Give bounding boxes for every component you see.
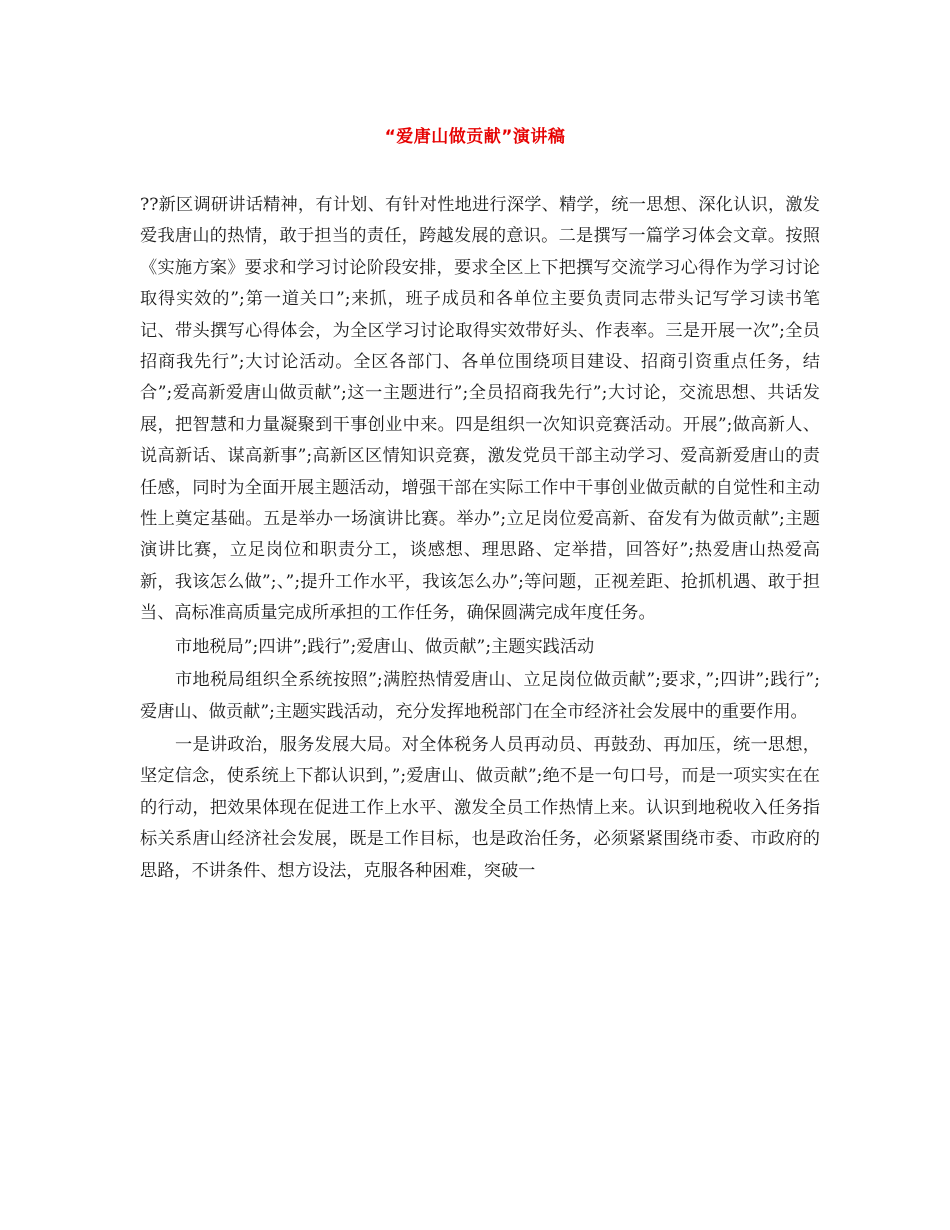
paragraph-2: 市地税局”;四讲”;践行”;爱唐山、做贡献”;主题实践活动: [175, 636, 595, 657]
paragraph-4: 一是讲政治，服务发展大局。对全体税务人员再动员、再鼓劲、再加压，统一思想，坚定信念，使系统上下都认识到，”;爱唐山、做贡献”;绝不是一句口号，而是一项实实在在的行动，把效果体现在促进工作上水平、激发全员工作热情上来。认识到地税收入任务指标关系唐山经济社会发展，既是工作目标，也是政治任务，必须紧紧围绕市委、市政府的思路，不讲条件、想方设法，克服各种困难，突破一: [140, 734, 820, 881]
document-title: “爱唐山做贡献”演讲稿: [384, 127, 566, 147]
paragraph-3: 市地税局组织全系统按照”;满腔热情爱唐山、立足岗位做贡献”;要求，”;四讲”;践行”;爱唐山、做贡献”;主题实践活动，充分发挥地税部门在全市经济社会发展中的重要作用。: [140, 670, 820, 722]
paragraph-1: ??新区调研讲话精神，有计划、有针对性地进行深学、精学，统一思想、深化认识，激发爱我唐山的热情，敢于担当的责任，跨越发展的意识。二是撰写一篇学习体会文章。按照《实施方案》要求和学习讨论阶段安排，要求全区上下把撰写交流学习心得作为学习讨论取得实效的”;第一道关口”;来抓，班子成员和各单位主要负责同志带头记写学习读书笔记、带头撰写心得体会，为全区学习讨论取得实效带好头、作表率。三是开展一次”;全员招商我先行”;大讨论活动。全区各部门、各单位围绕项目建设、招商引资重点任务，结合”;爱高新爱唐山做贡献”;这一主题进行”;全员招商我先行”;大讨论，交流思想、共话发展，把智慧和力量凝聚到干事创业中来。四是组织一次知识竞赛活动。开展”;做高新人、说高新话、谋高新事”;高新区区情知识竞赛，激发党员干部主动学习、爱高新爱唐山的责任感，同时为全面开展主题活动，增强干部在实际工作中干事创业做贡献的自觉性和主动性上奠定基础。五是举办一场演讲比赛。举办”;立足岗位爱高新、奋发有为做贡献”;主题演讲比赛，立足岗位和职责分工，谈感想、理思路、定举措，回答好”;热爱唐山热爱高新，我该怎么做”;、”;提升工作水平，我该怎么办”;等问题，正视差距、抢抓机遇、敢于担当、高标准高质量完成所承担的工作任务，确保圆满完成年度任务。: [140, 195, 820, 624]
document-body: [140, 190, 820, 889]
